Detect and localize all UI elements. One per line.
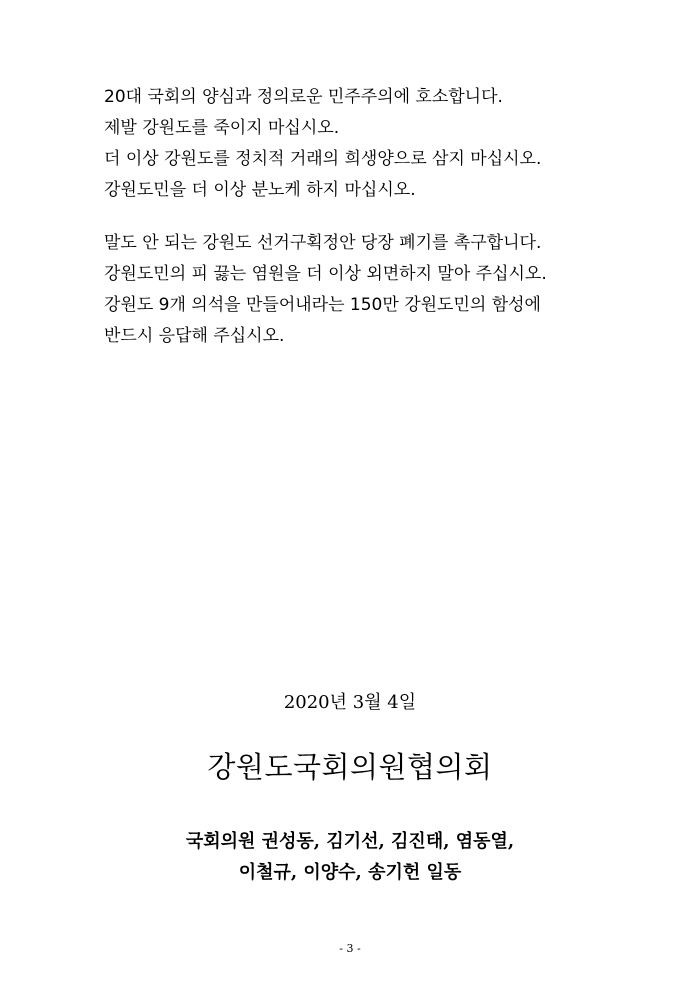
appeal-paragraph xyxy=(104,82,664,206)
member-list-line: 국회의원 권성동, 김기선, 김진태, 염동열, xyxy=(185,831,515,852)
demand-paragraph xyxy=(104,228,664,352)
statement-date: 2020년 3월 4일 xyxy=(283,692,417,713)
body-text-line: 제발 강원도를 죽이지 마십시오. xyxy=(104,118,340,138)
body-text-line: 말도 안 되는 강원도 선거구획정안 당장 폐기를 촉구합니다. xyxy=(104,233,542,253)
body-text-line: 강원도민을 더 이상 분노케 하지 마십시오. xyxy=(104,180,416,200)
body-text-line: 강원도민의 피 끓는 염원을 더 이상 외면하지 말아 주십시오. xyxy=(104,264,547,284)
organization-name: 강원도국회의원협의회 xyxy=(207,750,493,784)
body-text-line: 20대 국회의 양심과 정의로운 민주주의에 호소합니다. xyxy=(104,87,503,107)
body-text-line: 더 이상 강원도를 정치적 거래의 희생양으로 삼지 마십시오. xyxy=(104,149,542,169)
body-text-line: 강원도 9개 의석을 만들어내라는 150만 강원도민의 함성에 xyxy=(104,295,541,315)
member-list xyxy=(0,826,700,888)
body-text-line: 반드시 응답해 주십시오. xyxy=(104,326,285,346)
page-number: - 3 - xyxy=(339,942,361,955)
member-list-line: 이철규, 이양수, 송기헌 일동 xyxy=(238,862,462,883)
